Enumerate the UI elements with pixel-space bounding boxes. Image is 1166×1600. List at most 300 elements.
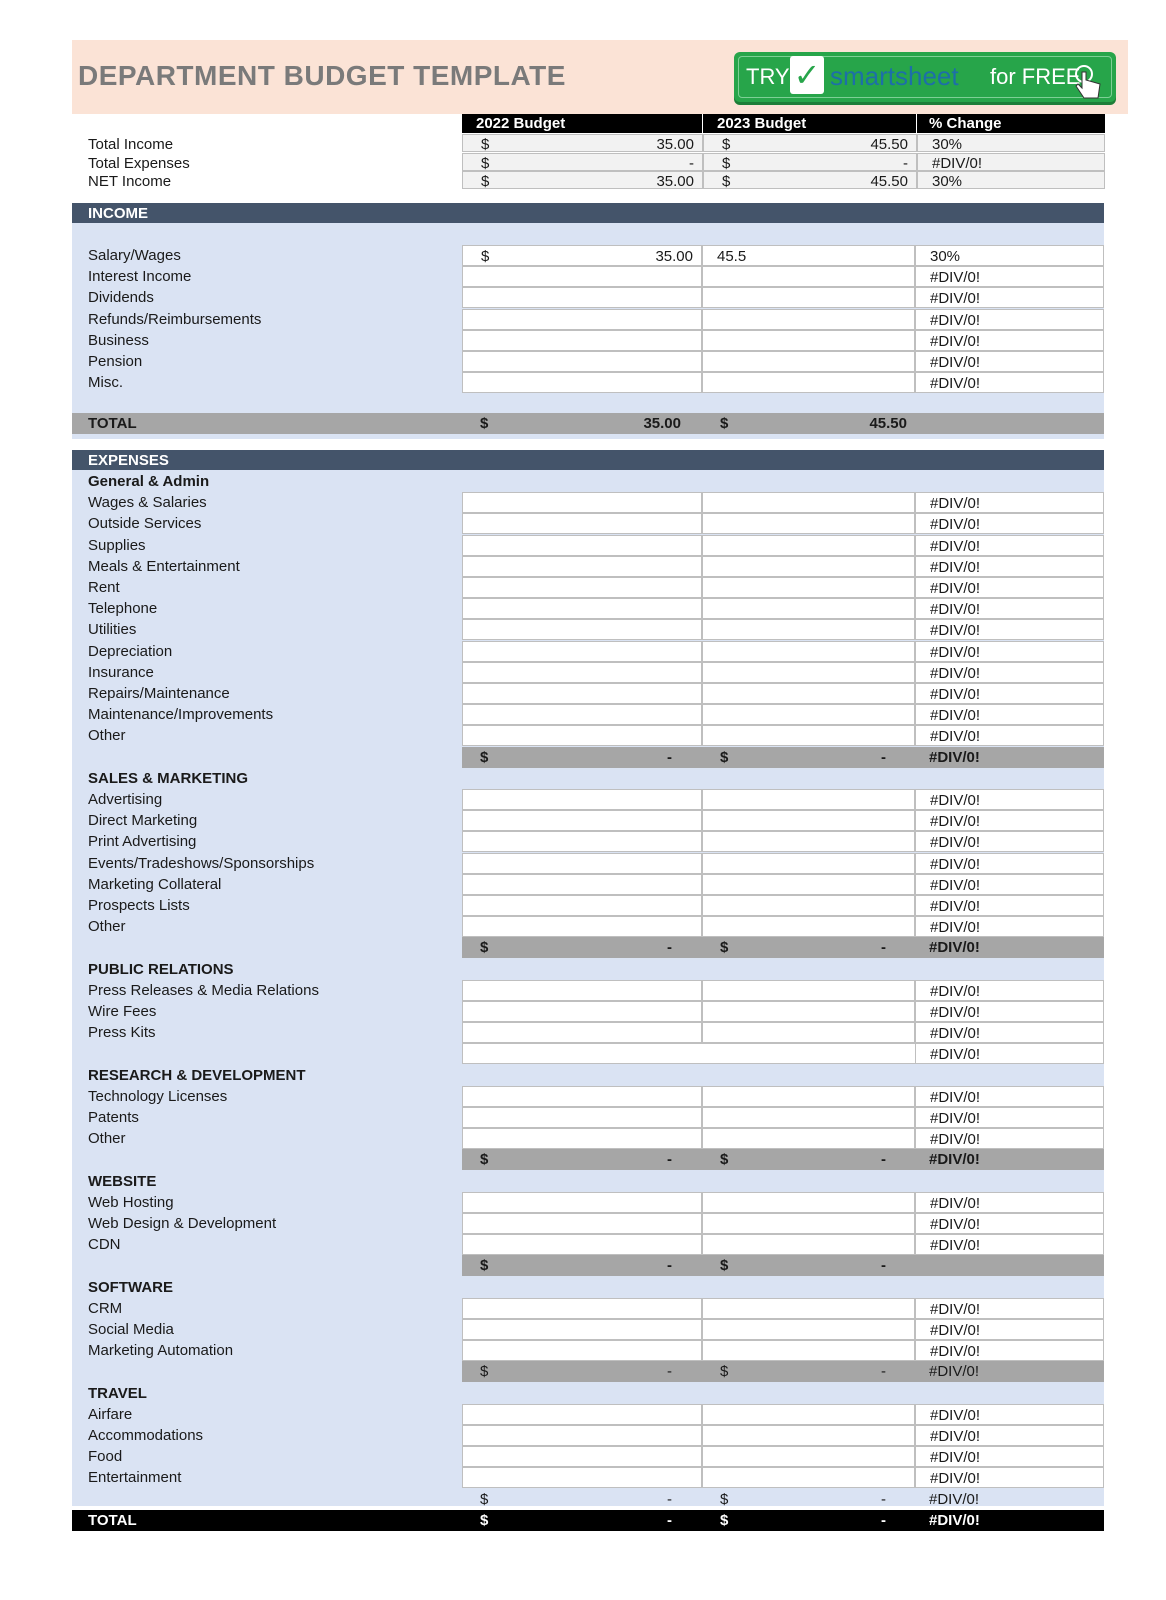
subtotal-2022: - <box>667 939 672 957</box>
dollar-sign: $ <box>481 173 490 190</box>
expense-label: Press Releases & Media Relations <box>88 981 319 999</box>
cell-2023[interactable] <box>702 789 915 810</box>
cell-2023[interactable] <box>702 1213 915 1234</box>
summary-cell-2023[interactable] <box>703 153 917 171</box>
cell-2022[interactable] <box>462 1298 702 1319</box>
expense-label: Maintenance/Improvements <box>88 706 274 724</box>
cell-change[interactable] <box>915 1043 1104 1064</box>
cell-change[interactable] <box>915 1213 1104 1234</box>
subtotal-row <box>462 747 1104 768</box>
subtotal-change: #DIV/0! <box>929 748 980 766</box>
dollar-sign: $ <box>720 415 729 432</box>
cell-2023[interactable] <box>702 351 915 372</box>
summary-value-2023: 45.50 <box>870 173 908 190</box>
income-label: Interest Income <box>88 268 192 286</box>
cell-2022[interactable] <box>462 1022 702 1043</box>
dollar-sign: $ <box>720 748 729 766</box>
cell-2022[interactable] <box>462 641 702 662</box>
summary-row <box>72 134 1128 152</box>
income-label: Salary/Wages <box>88 247 181 264</box>
income-row <box>72 372 1128 393</box>
change-value: #DIV/0! <box>930 1025 981 1043</box>
cell-change[interactable] <box>915 1319 1104 1340</box>
cell-change[interactable] <box>915 683 1104 704</box>
expense-label: Accommodations <box>88 1427 204 1444</box>
cell-change[interactable] <box>915 287 1104 308</box>
promo-try-label: TRY <box>746 64 790 89</box>
expense-label: Entertainment <box>88 1469 182 1487</box>
expense-row <box>72 810 1128 831</box>
page-title: DEPARTMENT BUDGET TEMPLATE <box>78 60 566 91</box>
expense-row <box>72 1001 1128 1022</box>
expense-label: Other <box>88 918 126 936</box>
cell-change[interactable] <box>915 513 1104 534</box>
cell-2022[interactable] <box>462 309 702 330</box>
change-value: #DIV/0! <box>930 332 981 350</box>
cell-2022[interactable] <box>462 980 702 1001</box>
subtotal-row <box>462 1489 1104 1510</box>
cell-change[interactable] <box>915 330 1104 351</box>
checkmark-icon: ✓ <box>790 56 824 94</box>
grand-total-row <box>72 1510 1104 1531</box>
section-header-label: INCOME <box>88 205 148 222</box>
change-value: #DIV/0! <box>930 1088 981 1106</box>
cell-2022[interactable] <box>462 1425 702 1446</box>
expense-row <box>72 1446 1128 1467</box>
total-2023: 45.50 <box>869 415 907 432</box>
income-label: Pension <box>88 353 143 370</box>
expense-label: Marketing Automation <box>88 1342 234 1360</box>
income-row <box>72 330 1128 351</box>
change-value: #DIV/0! <box>930 1428 981 1445</box>
expense-row <box>72 1192 1128 1213</box>
cell-2023[interactable] <box>702 372 915 393</box>
expense-label: Outside Services <box>88 515 202 533</box>
subtotal-row <box>462 1255 1104 1276</box>
cell-2022[interactable] <box>462 1086 702 1107</box>
summary-cell-2022[interactable] <box>462 134 703 152</box>
dollar-sign: $ <box>720 1257 729 1275</box>
expense-label: Print Advertising <box>88 833 197 851</box>
subtotal-2022: - <box>667 1151 672 1169</box>
cell-change[interactable] <box>915 556 1104 577</box>
cell-2022[interactable] <box>462 577 702 598</box>
cell-2023[interactable] <box>702 874 915 895</box>
cell-2022[interactable] <box>462 535 702 556</box>
cell-2023[interactable] <box>702 810 915 831</box>
cell-2022[interactable] <box>462 492 702 513</box>
expense-label: Web Design & Development <box>88 1215 277 1232</box>
cell-2023[interactable] <box>702 662 915 683</box>
section-header-label: EXPENSES <box>88 452 169 469</box>
change-value: #DIV/0! <box>930 919 981 937</box>
subtotal-row <box>462 1361 1104 1382</box>
expense-row <box>72 1022 1128 1043</box>
summary-value-2023: 45.50 <box>870 136 908 153</box>
summary-value-2022: 35.00 <box>656 136 694 153</box>
cell-change[interactable] <box>915 1425 1104 1446</box>
cell-2023[interactable] <box>702 1340 915 1361</box>
subtotal-change: #DIV/0! <box>929 1490 980 1508</box>
cell-2023[interactable] <box>702 1234 915 1255</box>
cell-2022[interactable] <box>462 330 702 351</box>
section-title: WEBSITE <box>88 1172 157 1190</box>
cell-2022[interactable] <box>462 619 702 640</box>
summary-row <box>72 153 1128 171</box>
subtotal-2023: - <box>881 748 886 766</box>
expense-label: Other <box>88 727 126 745</box>
cell-2022[interactable] <box>462 513 702 534</box>
section-title: TRAVEL <box>88 1384 147 1402</box>
summary-label: Total Expenses <box>88 154 190 172</box>
cell-2022[interactable] <box>462 1213 702 1234</box>
expense-row <box>72 1086 1128 1107</box>
expense-label: Wages & Salaries <box>88 494 207 512</box>
cell-change[interactable] <box>915 1446 1104 1467</box>
summary-cell-2023[interactable] <box>703 134 917 152</box>
cell-change[interactable] <box>915 1022 1104 1043</box>
dollar-sign: $ <box>720 939 729 957</box>
income-label: Dividends <box>88 289 154 307</box>
expense-label: Insurance <box>88 663 154 681</box>
income-label: Misc. <box>88 374 123 392</box>
expense-label: Events/Tradeshows/Sponsorships <box>88 854 315 872</box>
cell-2022[interactable] <box>462 372 702 393</box>
cell-2022[interactable] <box>462 266 702 287</box>
cell-2023[interactable] <box>702 1128 915 1149</box>
promo-brand-label: smartsheet <box>830 61 959 91</box>
dollar-sign: $ <box>720 1363 729 1381</box>
total-label: TOTAL <box>88 1511 137 1529</box>
expense-row <box>72 725 1128 746</box>
cell-2022[interactable] <box>462 853 702 874</box>
cell-2022[interactable] <box>462 895 702 916</box>
cell-2022[interactable] <box>462 1128 702 1149</box>
cell-change[interactable] <box>915 916 1104 937</box>
expense-label: Depreciation <box>88 642 173 660</box>
budget-sheet <box>72 40 1128 1529</box>
cell-change[interactable] <box>915 874 1104 895</box>
dollar-sign: $ <box>722 154 731 172</box>
cell-2023[interactable] <box>702 1107 915 1128</box>
expense-row <box>72 1404 1128 1425</box>
cell-2023[interactable] <box>702 266 915 287</box>
expense-row <box>72 874 1128 895</box>
cell-2023[interactable] <box>702 916 915 937</box>
change-value: #DIV/0! <box>930 1131 981 1149</box>
cell-change[interactable] <box>915 1107 1104 1128</box>
cell-2022[interactable] <box>462 725 702 746</box>
cell-2023[interactable] <box>702 309 915 330</box>
dollar-sign: $ <box>481 136 490 153</box>
cell-2022[interactable] <box>462 1192 702 1213</box>
change-value: #DIV/0! <box>930 1194 981 1212</box>
cell-2022[interactable] <box>462 1107 702 1128</box>
cell-2023[interactable] <box>702 513 915 534</box>
cell-change[interactable] <box>915 619 1104 640</box>
cell-2023[interactable] <box>702 245 915 266</box>
expense-label: Social Media <box>88 1321 174 1338</box>
cell-2023[interactable] <box>702 330 915 351</box>
change-value: #DIV/0! <box>930 495 981 513</box>
cell-2023[interactable] <box>702 1404 915 1425</box>
expense-label: Web Hosting <box>88 1193 174 1211</box>
expense-label: Wire Fees <box>88 1003 157 1020</box>
cell-change[interactable] <box>915 535 1104 556</box>
cell-2022[interactable] <box>462 916 702 937</box>
cell-2022[interactable] <box>462 245 702 266</box>
expense-row <box>72 513 1128 534</box>
cell-2022[interactable] <box>462 831 702 852</box>
income-total-row <box>72 413 1104 434</box>
expenses-header-bar <box>72 450 1104 470</box>
change-value: #DIV/0! <box>930 1004 981 1021</box>
smartsheet-promo-button[interactable] <box>734 52 1116 102</box>
dollar-sign: $ <box>720 1490 729 1508</box>
change-value: #DIV/0! <box>930 1449 981 1467</box>
income-label: Refunds/Reimbursements <box>88 310 262 328</box>
cell-change[interactable] <box>915 1001 1104 1022</box>
subtotal-2022: - <box>667 1490 672 1508</box>
expense-row <box>72 1467 1128 1488</box>
cell-2022[interactable] <box>462 1043 915 1064</box>
change-value: #DIV/0! <box>930 558 981 576</box>
income-row <box>72 266 1128 287</box>
change-value: #DIV/0! <box>930 1300 981 1318</box>
cell-change[interactable] <box>915 662 1104 683</box>
cell-2023[interactable] <box>702 287 915 308</box>
expense-row <box>72 535 1128 556</box>
cell-2023[interactable] <box>702 492 915 513</box>
cell-2023[interactable] <box>702 556 915 577</box>
cell-2023[interactable] <box>702 704 915 725</box>
expense-label: Direct Marketing <box>88 812 198 830</box>
cell-2022[interactable] <box>462 1446 702 1467</box>
cell-change[interactable] <box>915 372 1104 393</box>
dollar-sign: $ <box>480 1257 489 1275</box>
cell-2023[interactable] <box>702 1192 915 1213</box>
col-header-2023: 2023 Budget <box>703 114 916 133</box>
change-value: #DIV/0! <box>930 1343 981 1361</box>
cell-change[interactable] <box>915 1086 1104 1107</box>
expense-row <box>72 1213 1128 1234</box>
expense-row <box>72 853 1128 874</box>
cell-2023[interactable] <box>702 577 915 598</box>
cell-2023[interactable] <box>702 1086 915 1107</box>
cell-change[interactable] <box>915 245 1104 266</box>
summary-cell-change[interactable] <box>917 171 1105 189</box>
cell-2023[interactable] <box>702 895 915 916</box>
cell-change[interactable] <box>915 853 1104 874</box>
cell-2022[interactable] <box>462 874 702 895</box>
expense-row <box>72 1319 1128 1340</box>
cell-change[interactable] <box>915 1340 1104 1361</box>
change-value: #DIV/0! <box>930 898 981 915</box>
expense-row <box>72 598 1128 619</box>
total-2022: 35.00 <box>643 415 681 432</box>
cell-2022[interactable] <box>462 1404 702 1425</box>
income-row <box>72 351 1128 372</box>
section-title-row <box>72 1277 1128 1298</box>
expense-row <box>72 1107 1128 1128</box>
cell-2023[interactable] <box>702 1467 915 1488</box>
cell-2023[interactable] <box>702 1298 915 1319</box>
cell-2022[interactable] <box>462 1467 702 1488</box>
cell-2022[interactable] <box>462 556 702 577</box>
expense-label: Other <box>88 1130 126 1148</box>
col-header-change: % Change <box>917 114 1105 133</box>
change-value: #DIV/0! <box>930 792 981 809</box>
expense-label: Utilities <box>88 621 137 639</box>
cell-2022[interactable] <box>462 704 702 725</box>
cell-change[interactable] <box>915 789 1104 810</box>
change-value: #DIV/0! <box>930 664 981 682</box>
cell-change[interactable] <box>915 895 1104 916</box>
pointer-hand-icon <box>1074 62 1104 102</box>
cell-2023[interactable] <box>702 980 915 1001</box>
expense-label: Food <box>88 1448 123 1466</box>
cell-2022[interactable] <box>462 351 702 372</box>
section-title-row <box>72 1065 1128 1086</box>
col-header-2022: 2022 Budget <box>462 114 702 133</box>
cell-2022[interactable] <box>462 1340 702 1361</box>
cell-change[interactable] <box>915 831 1104 852</box>
cell-2022[interactable] <box>462 662 702 683</box>
section-title-row <box>72 471 1128 492</box>
cell-2023[interactable] <box>702 598 915 619</box>
cell-change[interactable] <box>915 1192 1104 1213</box>
cell-2023[interactable] <box>702 1319 915 1340</box>
cell-2022[interactable] <box>462 789 702 810</box>
cell-2022[interactable] <box>462 287 702 308</box>
expense-row <box>72 662 1128 683</box>
subtotal-row <box>462 937 1104 958</box>
change-value: #DIV/0! <box>930 1110 981 1127</box>
summary-cell-change[interactable] <box>917 153 1105 171</box>
cell-2023[interactable] <box>702 1001 915 1022</box>
section-title-row <box>72 1171 1128 1192</box>
cell-2023[interactable] <box>702 619 915 640</box>
summary-label: NET Income <box>88 173 172 190</box>
cell-change[interactable] <box>915 266 1104 287</box>
cell-2022[interactable] <box>462 810 702 831</box>
cell-change[interactable] <box>915 1298 1104 1319</box>
cell-change[interactable] <box>915 598 1104 619</box>
cell-2023[interactable] <box>702 1446 915 1467</box>
cell-2023[interactable] <box>702 641 915 662</box>
summary-value-2022: 35.00 <box>656 173 694 190</box>
summary-cell-2022[interactable] <box>462 153 703 171</box>
cell-2022[interactable] <box>462 598 702 619</box>
expense-row <box>72 980 1128 1001</box>
dollar-sign: $ <box>480 415 489 432</box>
section-title: SALES & MARKETING <box>88 769 249 787</box>
summary-cell-2022[interactable] <box>462 171 703 189</box>
subtotal-2023: - <box>881 1257 886 1275</box>
summary-label: Total Income <box>88 136 174 153</box>
cell-change[interactable] <box>915 1128 1104 1149</box>
summary-change-value: 30% <box>932 136 963 153</box>
value-2023: 45.5 <box>717 248 747 265</box>
cell-change[interactable] <box>915 810 1104 831</box>
change-value: #DIV/0! <box>930 876 981 894</box>
change-value: #DIV/0! <box>930 375 981 393</box>
change-value: #DIV/0! <box>930 1046 981 1064</box>
cell-2023[interactable] <box>702 831 915 852</box>
cell-2023[interactable] <box>702 725 915 746</box>
expense-label: Airfare <box>88 1405 133 1423</box>
cell-change[interactable] <box>915 1234 1104 1255</box>
cell-2022[interactable] <box>462 1319 702 1340</box>
expense-label: Supplies <box>88 536 146 554</box>
cell-2023[interactable] <box>702 683 915 704</box>
subtotal-2023: - <box>881 939 886 957</box>
cell-change[interactable] <box>915 309 1104 330</box>
change-value: #DIV/0! <box>930 1322 981 1339</box>
change-value: #DIV/0! <box>930 686 981 703</box>
cell-change[interactable] <box>915 1467 1104 1488</box>
expense-label: Patents <box>88 1109 139 1126</box>
cell-change[interactable] <box>915 577 1104 598</box>
expense-row <box>72 619 1128 640</box>
expense-label: Repairs/Maintenance <box>88 685 230 702</box>
dollar-sign: $ <box>722 136 731 153</box>
cell-2022[interactable] <box>462 1234 702 1255</box>
subtotal-change: #DIV/0! <box>929 1363 980 1381</box>
income-row <box>72 245 1128 266</box>
change-value: #DIV/0! <box>930 601 981 619</box>
subtotal-change: #DIV/0! <box>929 939 980 957</box>
summary-row <box>72 171 1128 189</box>
change-value: #DIV/0! <box>930 813 981 831</box>
title-bar <box>72 40 1128 114</box>
cell-2023[interactable] <box>702 853 915 874</box>
expense-row <box>72 492 1128 513</box>
income-row <box>72 287 1128 308</box>
expense-label: Technology Licenses <box>88 1087 228 1105</box>
expense-row <box>72 895 1128 916</box>
promo-free-label: for FREE <box>990 64 1081 89</box>
cell-change[interactable] <box>915 492 1104 513</box>
cell-2023[interactable] <box>702 1022 915 1043</box>
change-value: #DIV/0! <box>930 290 981 308</box>
cell-change[interactable] <box>915 980 1104 1001</box>
expense-label: Press Kits <box>88 1024 156 1042</box>
cell-change[interactable] <box>915 725 1104 746</box>
cell-change[interactable] <box>915 641 1104 662</box>
total-label: TOTAL <box>88 415 137 432</box>
cell-2022[interactable] <box>462 1001 702 1022</box>
cell-2022[interactable] <box>462 683 702 704</box>
expense-label: CDN <box>88 1236 121 1254</box>
cell-2023[interactable] <box>702 1425 915 1446</box>
change-value: #DIV/0! <box>930 834 981 852</box>
total-change: #DIV/0! <box>929 1511 980 1529</box>
summary-cell-change[interactable] <box>917 134 1105 152</box>
dollar-sign: $ <box>481 154 490 172</box>
expense-row-merged <box>72 1043 1128 1064</box>
cell-change[interactable] <box>915 351 1104 372</box>
subtotal-2022: - <box>667 1363 672 1381</box>
change-value: #DIV/0! <box>930 354 981 371</box>
dollar-sign: $ <box>722 173 731 190</box>
expense-row <box>72 1425 1128 1446</box>
summary-cell-2023[interactable] <box>703 171 917 189</box>
expense-row <box>72 1234 1128 1255</box>
cell-2023[interactable] <box>702 535 915 556</box>
cell-change[interactable] <box>915 704 1104 725</box>
cell-change[interactable] <box>915 1404 1104 1425</box>
